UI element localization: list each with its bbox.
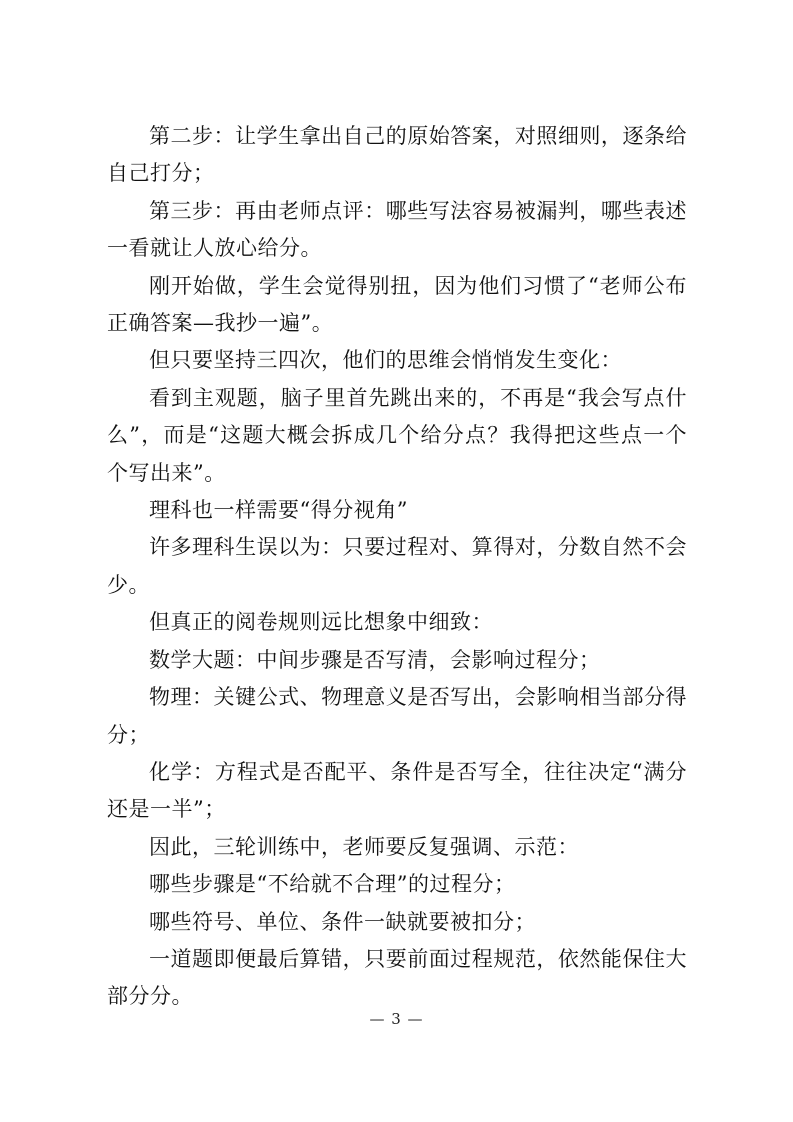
paragraph-mindset-change: 看到主观题，脑子里首先跳出来的，不再是“我会写点什么”，而是“这题大概会拆成几个给分点？我得把这些点一个个写出来”。 — [107, 385, 687, 485]
paragraph-partial-credit: 一道题即便最后算错，只要前面过程规范，依然能保住大部分分。 — [107, 946, 687, 1009]
paragraph-process-steps: 哪些步骤是“不给就不合理”的过程分； — [149, 872, 516, 897]
paragraph-step-two: 第二步：让学生拿出自己的原始答案，对照细则，逐条给自己打分； — [107, 124, 687, 186]
document-body — [107, 118, 687, 1016]
page-number: — 3 — — [369, 1010, 424, 1028]
paragraph-step-three: 第三步：再由老师点评：哪些写法容易被漏判，哪些表述一看就让人放心给分。 — [107, 198, 687, 261]
paragraph-initial-reaction: 刚开始做，学生会觉得别扭，因为他们习惯了“老师公布正确答案—我抄一遍”。 — [107, 273, 687, 336]
paragraph-chemistry: 化学：方程式是否配平、条件是否写全，往往决定“满分还是一半”； — [107, 759, 687, 822]
paragraph-math: 数学大题：中间步骤是否写清，会影响过程分； — [149, 647, 601, 672]
paragraph-science-misconception: 许多理科生误以为：只要过程对、算得对，分数自然不会少。 — [107, 535, 687, 597]
section-heading-science: 理科也一样需要“得分视角” — [149, 498, 408, 523]
paragraph-physics: 物理：关键公式、物理意义是否写出，会影响相当部分得分； — [107, 685, 687, 747]
paragraph-persistence: 但只要坚持三四次，他们的思维会悄悄发生变化： — [149, 348, 622, 373]
paragraph-therefore: 因此，三轮训练中，老师要反复强调、示范： — [149, 834, 579, 859]
paragraph-grading-rules: 但真正的阅卷规则远比想象中细致： — [149, 610, 493, 635]
paragraph-symbols-units: 哪些符号、单位、条件一缺就要被扣分； — [149, 909, 536, 934]
